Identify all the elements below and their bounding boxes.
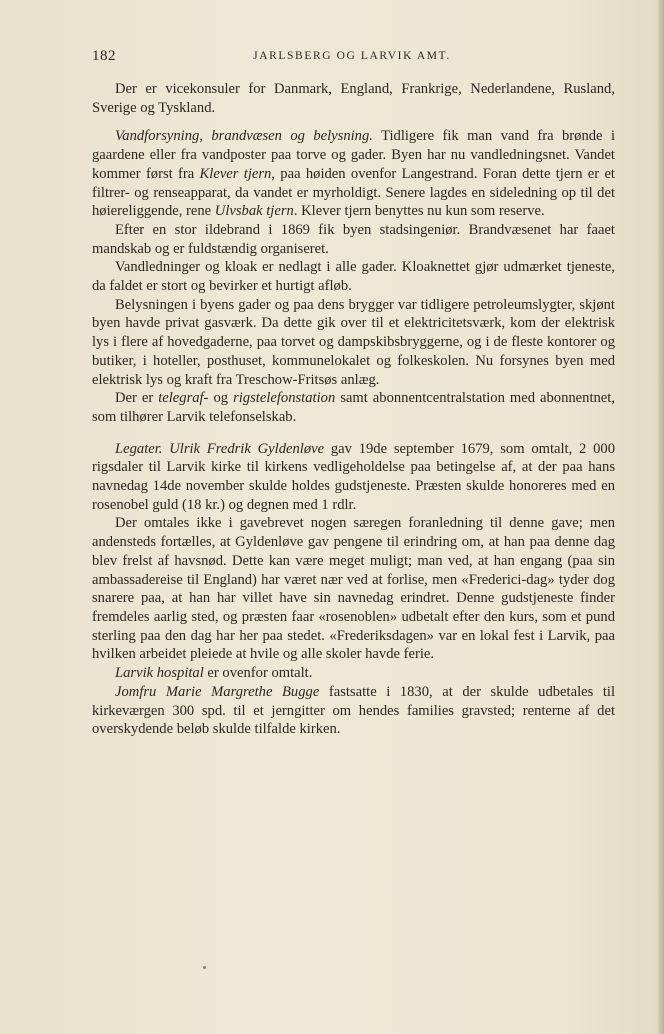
person-name: Jomfru Marie Margrethe Bugge	[115, 683, 320, 700]
paragraph-water-supply	[92, 127, 615, 221]
text-run: samt abonnentcentralstation med abonnentnet, som tilhører Larvik telefonselskab.	[92, 390, 615, 425]
page-number: 182	[92, 48, 116, 64]
paragraph-text: Efter en stor ildebrand i 1869 fik byen stadsingeniør. Brandvæsenet har faaet mandskab og er fuldstændig organiseret.	[92, 221, 615, 257]
text-run: Tidligere fik man vand fra brønde i gaardene eller fra vandposter paa torve og gader. Byen har nu vandledningsnet. Vandet kommer først fra	[92, 128, 616, 182]
paragraph-consuls	[92, 80, 615, 117]
paragraph-text: Belysningen i byens gader og paa dens brygger var tidligere petroleumslygter, skjønt byen havde privat gasværk. Da dette gik over til et elektricitetsværk, kom der elektrisk lys i flere af hovedgaderne, paa torvet og dampskibsbryggerne, og i de fleste kontorer og butiker, i hoteller, posthuset, kommunelokalet og folkeskolen. Nu forsynes byen med elektrisk lys og kraft fra Treschow-Fritsøs anlæg.	[92, 296, 615, 388]
paragraph-sewer	[92, 258, 615, 295]
italic-term: rigstelefonstation	[233, 390, 336, 407]
paragraph-text: Vandledninger og kloak er nedlagt i alle gader. Kloaknettet gjør udmærket tjeneste, da faldet er stort og bevirker et hurtigt afløb.	[92, 259, 615, 295]
running-title: JARLSBERG OG LARVIK AMT.	[253, 50, 451, 62]
paragraph-gift-reason	[92, 514, 615, 664]
page-header	[92, 48, 612, 68]
paragraph-hospital	[92, 664, 615, 683]
text-run: fastsatte i 1830, at der skulde udbetales til kirkeværgen 300 spd. til et jerngitter om hendes families gravsted; renterne af det overskydende beløb skulde tilfalde kirken.	[92, 683, 615, 738]
section-heading: Vandforsyning, brandvæsen og belysning.	[115, 128, 373, 145]
body-text	[92, 80, 615, 739]
paragraph-text: Der er vicekonsuler for Danmark, England, Frankrige, Nederlandene, Rusland, Sverige og Tyskland.	[92, 81, 615, 116]
paragraph-bugge	[92, 683, 615, 739]
place-name: Ulvsbak tjern	[214, 203, 294, 220]
text-run: og	[208, 390, 234, 407]
page-edge	[658, 0, 664, 1034]
text-run: , paa høiden ovenfor Langestrand. Foran dette tjern er et filtrer- og renseapparat, da vandet er myrholdigt. Senere lagdes en sideledning op til det høiereliggende, rene	[92, 165, 615, 220]
text-run: . Klever tjern benyttes nu kun som reserve.	[293, 203, 545, 220]
place-name: Klever tjern	[199, 165, 272, 182]
paper-speck	[203, 966, 206, 969]
paragraph-telegraph	[92, 389, 615, 426]
italic-term: Larvik hospital	[115, 665, 204, 682]
paragraph-fire-brigade	[92, 221, 615, 258]
text-run: er ovenfor omtalt.	[203, 665, 313, 682]
text-run: gav 19de september 1679, som omtalt, 2 000 rigsdaler til Larvik kirke til kirkens vedligeholdelse paa betingelse af, at der paa hans navnedag 14de november skulde holdes gudstjeneste. Præsten skulde honoreres med en rosenobel guld (18 kr.) og degnen med 1 rdlr.	[92, 440, 615, 513]
text-run: Der er	[115, 390, 159, 407]
paragraph-text: Der omtales ikke i gavebrevet nogen særegen foranledning til denne gave; men andensteds fortælles, at Gyldenløve gav pengene til erindring om, at han paa denne dag blev frelst af havsnød. Dette kan være meget muligt; man ved, at han engang (paa sin ambassadereise til England) har været nær ved at forlise, men «Frederici-dag» tyder dog snarere paa, at han har villet have sin navnedag erindret. Denne gudstjeneste finder fremdeles aarlig sted, og præsten faar «rosenoblen» udbetalt efter den kurs, som et pund sterling paa den dag har her paa stedet. «Frederiksdagen» var en lokal fest i Larvik, paa hvilken arbeidet pleiede at hvile og alle skoler havde ferie.	[92, 515, 615, 663]
section-heading: Legater.	[115, 440, 163, 457]
person-name: Ulrik Fredrik Gyldenløve	[169, 440, 325, 457]
paragraph-lighting	[92, 296, 615, 390]
paragraph-legacies	[92, 440, 615, 515]
italic-term: telegraf-	[158, 390, 209, 407]
